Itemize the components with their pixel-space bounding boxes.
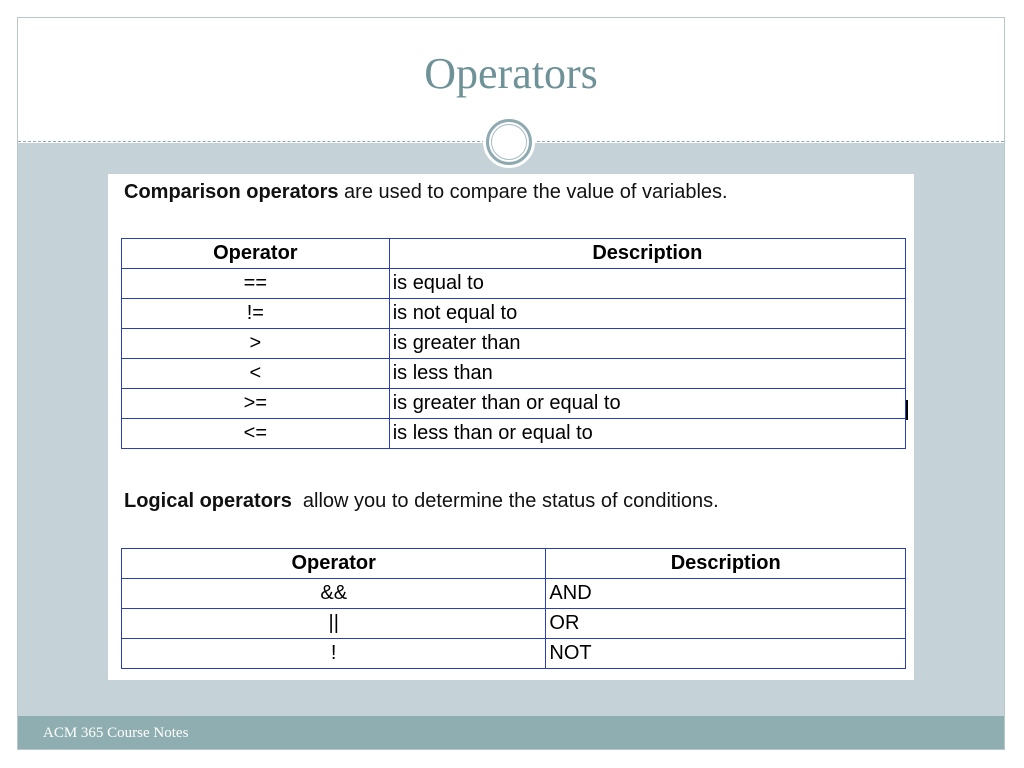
table-header-row bbox=[122, 239, 906, 269]
description-cell: NOT bbox=[546, 639, 906, 669]
comparison-intro-bold: Comparison operators bbox=[124, 181, 339, 203]
logical-table bbox=[121, 548, 906, 669]
description-cell: is less than or equal to bbox=[389, 419, 905, 449]
column-header-operator: Operator bbox=[122, 549, 546, 579]
table-row bbox=[122, 419, 906, 449]
logical-intro-rest: allow you to determine the status of conditions. bbox=[291, 490, 719, 512]
description-cell: OR bbox=[546, 609, 906, 639]
column-header-description: Description bbox=[389, 239, 905, 269]
operator-cell: == bbox=[122, 269, 390, 299]
operator-cell: && bbox=[122, 579, 546, 609]
comparison-intro bbox=[124, 181, 728, 204]
table-row bbox=[122, 639, 906, 669]
table-header-row bbox=[122, 549, 906, 579]
operator-cell: >= bbox=[122, 389, 390, 419]
operator-cell: > bbox=[122, 329, 390, 359]
column-header-operator: Operator bbox=[122, 239, 390, 269]
table-row bbox=[122, 299, 906, 329]
description-cell: is not equal to bbox=[389, 299, 905, 329]
table-row bbox=[122, 359, 906, 389]
divider-ring-core bbox=[491, 124, 527, 160]
operator-cell: <= bbox=[122, 419, 390, 449]
description-cell: is less than bbox=[389, 359, 905, 389]
description-cell: AND bbox=[546, 579, 906, 609]
slide-title: Operators bbox=[424, 49, 598, 98]
table-row bbox=[122, 269, 906, 299]
logical-intro bbox=[124, 490, 719, 513]
table-row bbox=[122, 389, 906, 419]
table-row bbox=[122, 609, 906, 639]
operator-cell: < bbox=[122, 359, 390, 389]
logical-intro-bold: Logical operators bbox=[124, 490, 292, 512]
comparison-table bbox=[121, 238, 906, 449]
stray-vertical-mark bbox=[906, 400, 908, 420]
table-row bbox=[122, 579, 906, 609]
comparison-intro-rest: are used to compare the value of variables. bbox=[338, 181, 728, 203]
table-row bbox=[122, 329, 906, 359]
operator-cell: ! bbox=[122, 639, 546, 669]
description-cell: is greater than or equal to bbox=[389, 389, 905, 419]
operator-cell: != bbox=[122, 299, 390, 329]
operator-cell: || bbox=[122, 609, 546, 639]
description-cell: is greater than bbox=[389, 329, 905, 359]
column-header-description: Description bbox=[546, 549, 906, 579]
footer-text: ACM 365 Course Notes bbox=[43, 725, 189, 741]
description-cell: is equal to bbox=[389, 269, 905, 299]
